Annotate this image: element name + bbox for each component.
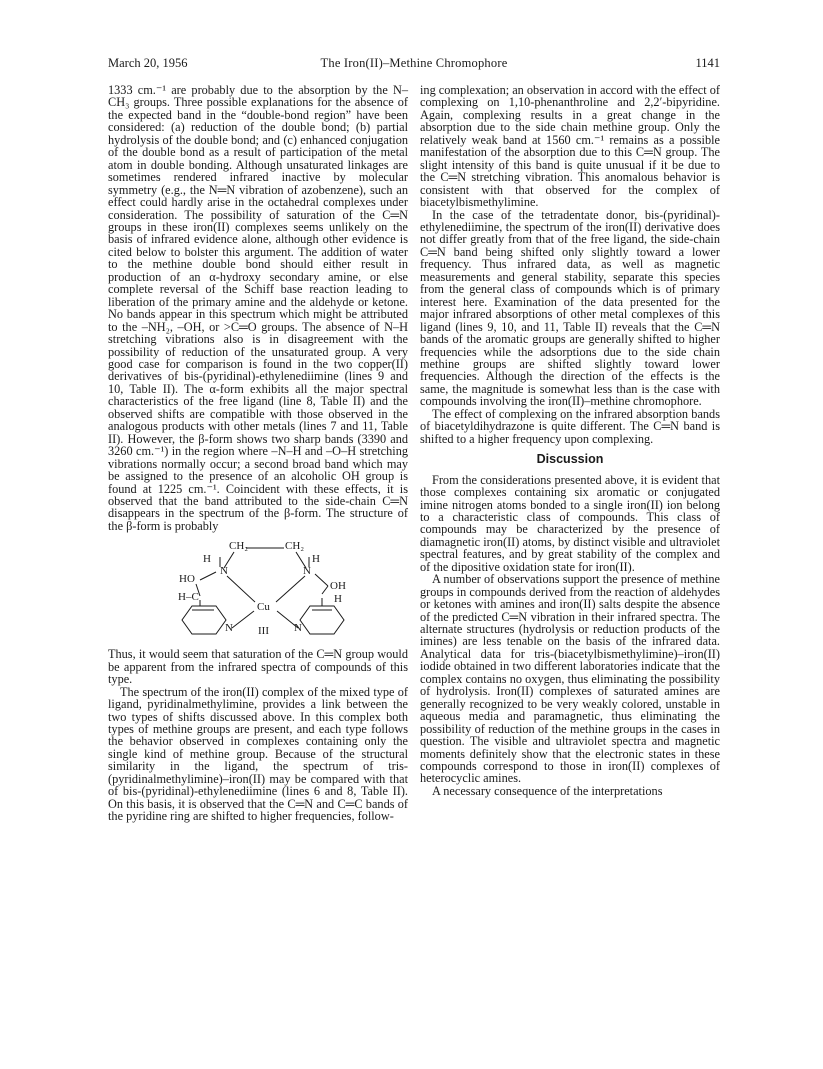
right-paragraph-1: ing complexation; an observation in accord with the effect of complexing on 1,10-phenanthroline and 2,2′-bipyridine. Again, complexing results in a great change in the absorption due to the side chain methine group. Only the relatively weak band at 1560 cm.⁻¹ remains as a possible manifestation of the absorption due to this C═N group. The slight intensity of this band is quite unusual if it be due to the C═N stretching vibration. This anomalous behavior is consistent with that observed for the complex of biacetylbismethylimine. [420, 83, 720, 210]
right-paragraph-4: From the considerations presented above, it is evident that those complexes containing six aromatic or conjugated imine nitrogen atoms bonded to a single iron(II) ion belong to a characteristic class of compounds. This class of compounds may be characterized by the presence of diamagnetic iron(II) atoms, by distinct visible and ultraviolet spectral features, and by great stability of the complex and of the dipositive oxidation state for iron(II). [420, 472, 720, 574]
n-bottom-left-label: N [225, 622, 233, 635]
right-column [420, 84, 720, 797]
header-title: The Iron(II)–Methine Chromophore [320, 56, 508, 70]
structure-iii-figure [108, 538, 408, 644]
h-ring-label: H [334, 593, 342, 606]
header-date: March 20, 1956 [108, 56, 188, 70]
page-number: 1141 [695, 56, 720, 70]
running-header [108, 56, 720, 72]
ho-label: HO [179, 573, 195, 586]
bond-n-cu-right [276, 576, 305, 602]
oh-label: OH [330, 580, 346, 593]
h-left-label: H [203, 553, 211, 566]
bond-n-coh [315, 574, 328, 586]
right-paragraph-2: In the case of the tetradentate donor, bis-(pyridinal)-ethylenediimine, the spectrum of the iron(II) derivative does not differ greatly from that of the free ligand, the side-chain C═N band being shifted only slightly toward a lower frequency. Thus infrared data, as well as magnetic measurements and general stability, separate this species from the general class of compounds which is of primary interest here. Examination of the data presented for the major infrared absorptions of other metal complexes of this ligand (lines 9, 10, and 11, Table II) reveals that the C═N bands of the aromatic groups are generally shifted to higher frequencies while the adsorptions due to the side chain methine groups are shifted slightly toward lower frequencies. Although the direction of the effects is the same, the magnitude is somewhat less than is the case with compounds involving the iron(II)–methine chromophore. [420, 207, 720, 409]
left-paragraph-2: Thus, it would seem that saturation of the C═N group would be apparent from the infrared spectra of compounds of this type. [108, 647, 408, 687]
left-paragraph-1: 1333 cm.⁻¹ are probably due to the absorption by the N–CH₃ groups. Three possible explanations for the absence of the expected band in the “double-bond region” have been considered: (a) reduction of the double bond; (b) partial hydrolysis of the double bond; and (c) enhanced conjugation of the double bond as a result of participation of the metal atom in double bonding. Although unsaturated linkages are sometimes rendered infrared inactive by molecular symmetry (e.g., the N═N vibration of azobenzene), such an effect could hardly arise in the octahedral complexes under consideration. The possibility of saturation of the C═N groups in these iron(II) complexes seems unlikely on the basis of infrared evidence alone, although other evidence is cited below to bolster this argument. The addition of water to the methine double bond should either result in production of an α-hydroxy secondary amine, or else complete reversal of the Schiff base reaction leading to liberation of the primary amine and the aldehyde or ketone. No bands appear in this spectrum which might be attributed to the –NH₂, –OH, or >C═O groups. The absence of N–H stretching vibrations also is in disagreement with the possibility of reduction of the unsaturated group. A very good case for comparison is found in the two copper(II) derivatives of bis-(pyridinal)-ethylenediimine (lines 9 and 10, Table II). The α-form exhibits all the major spectral characteristics of the free ligand (line 8, Table II) and the observed shifts are compatible with those observed in the analogous products with other metals (lines 7 and 11, Table II). However, the β-form shows two sharp bands (3390 and 3260 cm.⁻¹) in the region where –N–H and –O–H stretching vibrations normally occur; a second broad band which may be assigned to the presence of an alcoholic OH group is found at 1225 cm.⁻¹. Coincident with these effects, it is observed that the band attributed to the side-chain C═N disappears in the spectrum of the β-form. The structure of the β-form is probably [108, 83, 408, 533]
n-top-right-label: N [303, 565, 311, 578]
left-column [108, 84, 408, 823]
ch2-right-label: CH₂ [285, 540, 305, 553]
structure-iii-diagram [108, 538, 408, 644]
hc-label: H–C [178, 591, 199, 604]
n-top-left-label: N [220, 565, 228, 578]
bond-n-cu-left [227, 576, 255, 602]
n-bottom-right-label: N [294, 622, 302, 635]
h-right-label: H [312, 553, 320, 566]
left-paragraph-3: The spectrum of the iron(II) complex of the mixed type of ligand, pyridinalmethylimine, provides a link between the two types of shifts discussed above. In this complex both types of methine groups are present, and each type follows the behavior observed in complexes containing only the single kind of methine group. Because of the structural similarity in the ligand, the spectrum of tris-(pyridinalmethylimine)–iron(II) may be compared with that of bis-(pyridinal)-ethylenediimine (lines 6 and 8, Table II). On this basis, it is observed that the C═N and C═C bands of the pyridine ring are shifted to higher frequencies, follow- [108, 684, 408, 824]
bond-c-oh [322, 586, 328, 594]
bond-ho-n [200, 572, 216, 580]
bond-cu-n-bottom-left [232, 611, 254, 628]
ch2-left-label: CH₂ [229, 540, 249, 553]
discussion-heading: Discussion [536, 452, 604, 467]
right-paragraph-6: A necessary consequence of the interpretations [432, 783, 663, 798]
structure-numeral: III [258, 625, 269, 638]
right-paragraph-3: The effect of complexing on the infrared absorption bands of biacetyldihydrazone is quite different. The C═N band is shifted to a higher frequency upon complexing. [420, 406, 720, 446]
right-paragraph-5: A number of observations support the presence of methine groups in compounds derived from the reaction of aldehydes or ketones with amines and iron(II) salts despite the absence of the predicted C═N vibration in their infrared spectra. The alternate structures (hydrolysis or reduction products of the imines) are less tenable on the basis of the infrared data. Analytical data for tris-(biacetylbismethylimine)–iron(II) iodide obtained in two different laboratories indicate that the complex contains no oxygen, thus eliminating the possibility of hydrolysis. Iron(II) complexes of saturated amines are generally recognized to be very weakly colored, unstable in aqueous media and paramagnetic, thus eliminating the possibility of reduction of the methine groups in the cases in question. The visible and ultraviolet spectra and magnetic moments definitely show that the electronic states in these compounds correspond to those in iron(II) complexes of heterocyclic amines. [420, 572, 720, 786]
cu-label: Cu [257, 601, 270, 614]
